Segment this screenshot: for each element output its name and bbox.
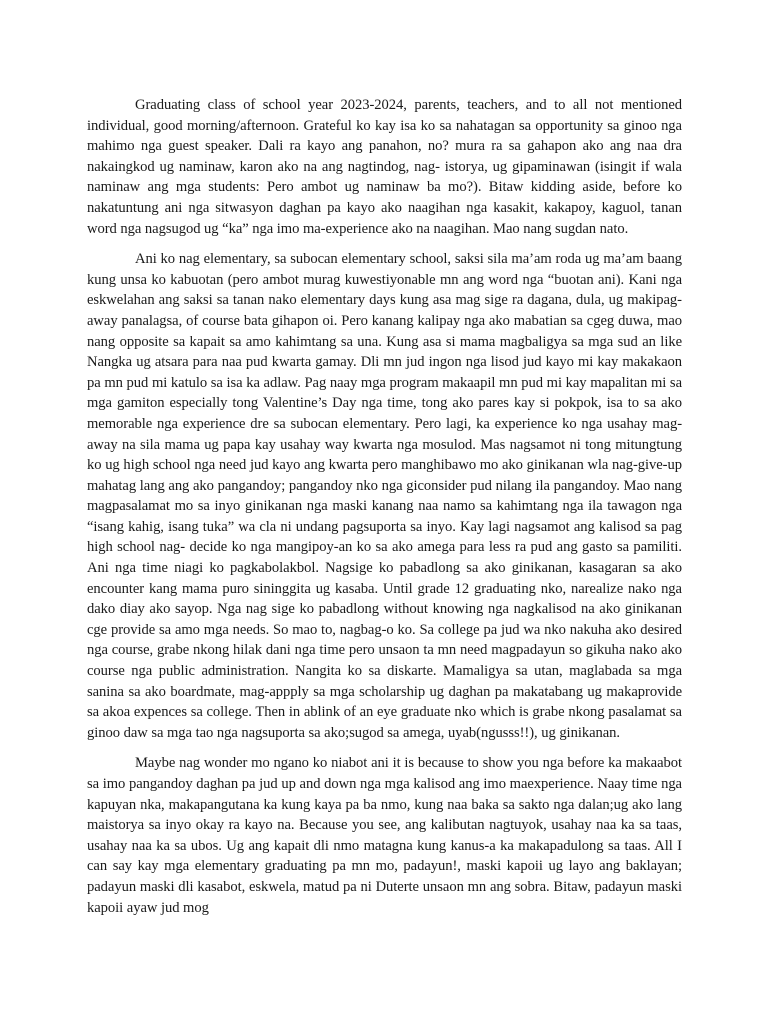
paragraph-elementary-story: Ani ko nag elementary, sa subocan elementary school, saksi sila ma’am roda ug ma’am baang kung unsa ko kabuotan (pero ambot murag kuwestiyonable mn ang word nga “buotan ani). Kani nga eskwelahan ang saksi sa tanan nako elementary days kung asa mag sige ra dagana, dula, ug makipag- away panalagsa, of course bata gihapon oi. Pero kanang kalipay nga ako mabatian sa cgeg duwa, mao nang opposite sa kapait sa amo kahimtang sa una. Kung asa si mama magbaligya sa mga sud an like Nangka ug atsara para naa pud kwarta gamay. Dli mn jud ingon nga lisod jud kayo mi kay makakaon pa mn pud mi katulo sa isa ka adlaw. Pag naay mga program makaapil mn pud mi kay mapalitan mi sa mga gamiton especially tong Valentine’s Day nga time, tong ako pares kay si pokpok, isa to sa ako memorable nga experience dre sa subocan elementary. Pero lagi, ka experience ko nga usahay mag- away na sila mama ug papa kay usahay way kwarta nga mosulod. Mas nagsamot ni tong mitungtung ko ug high school nga need jud kayo ang kwarta pero manghibawo mo ako ginikanan wla nag-give-up mahatag lang ang ako pangandoy; pangandoy nko nga giconsider pud nilang ila pangandoy. Mao nang magpasalamat mo sa inyo ginikanan nga maski kanang naa namo sa kahimtang nga ila tawagon nga “isang kahig, isang tuka” wa cla ni undang pagsuporta sa inyo. Kay lagi nagsamot ang kalisod sa pag high school nag- decide ko nga mangipoy-an ko sa ako amega para less ra pud ang gasto sa pamiliti. Ani nga time niagi ko pagkabolakbol. Nagsige ko pabadlong sa ako ginikanan, kasagaran sa ako encounter kang mama puro sininggita ug kasaba. Until grade 12 graduating nko, narealize nako nga dako diay ako sayop. Nga nag sige ko pabadlong without knowing nga nagkalisod na ako ginikanan cge provide sa amo mga needs. So mao to, nagbag-o ko. Sa college pa jud wa nko nakuha ako desired nga course, grabe nkong hilak dani nga time pero unsaon ta mn need magpadayun so gikuha nako ako course nga public administration. Nangita ko sa diskarte. Mamaligya sa utan, maglabada sa mga sanina sa ako boardmate, mag-appply sa mga scholarship ug daghan pa makatabang ug makaprovide sa akoa expences sa college. Then in ablink of an eye graduate nko which is grabe nkong pasalamat sa ginoo daw sa mga tao nga nagsuporta sa ako;sugod sa amega, uyab(ngusss!!), ug ginikanan. bbox=[87, 251, 682, 741]
paragraph-encouragement: Maybe nag wonder mo ngano ko niabot ani it is because to show you nga before ka makaabot sa imo pangandoy daghan pa jud up and down nga mga kalisod ang imo maexperience. Naay time nga kapuyan nka, makapangutana ka kung kaya pa ba nmo, kung naa baka sa sakto nga dalan;ug ako lang maistorya sa inyo okay ra kayo na. Because you see, ang kalibutan nagtuyok, usahay naa ka sa taas, usahay naa ka sa ubos. Ug ang kapait dli nmo matagna kung kanus-a ka makapadulong sa taas. All I can say kay mga elementary graduating pa mn mo, padayun!, maski kapoii ug layo ang baklayan; padayun maski dli kasabot, eskwela, matud pa ni Duterte unsaon mn ang sobra. Bitaw, padayun maski kapoii ayaw jud mog bbox=[87, 755, 682, 916]
paragraph-opening: Graduating class of school year 2023-2024, parents, teachers, and to all not mentioned individual, good morning/afternoon. Grateful ko kay isa ko sa nahatagan sa opportunity sa ginoo nga mahimo nga guest speaker. Dali ra kayo ang panahon, no? mura ra sa gahapon ako ang naa dra nakaingkod ug naminaw, karon ako na ang nagtindog, nag- istorya, ug gipaminawan (isingit if wala naminaw ang mga students: Pero ambot ug naminaw ba mo?). Bitaw kidding aside, before ko nakatuntung ani nga sitwasyon daghan pa kayo ako naagihan nga kasakit, kakapoy, kaguol, tanan word nga nagsugod ug “ka” nga imo ma-experience ako na naagihan. Mao nang sugdan nato. bbox=[87, 97, 682, 237]
